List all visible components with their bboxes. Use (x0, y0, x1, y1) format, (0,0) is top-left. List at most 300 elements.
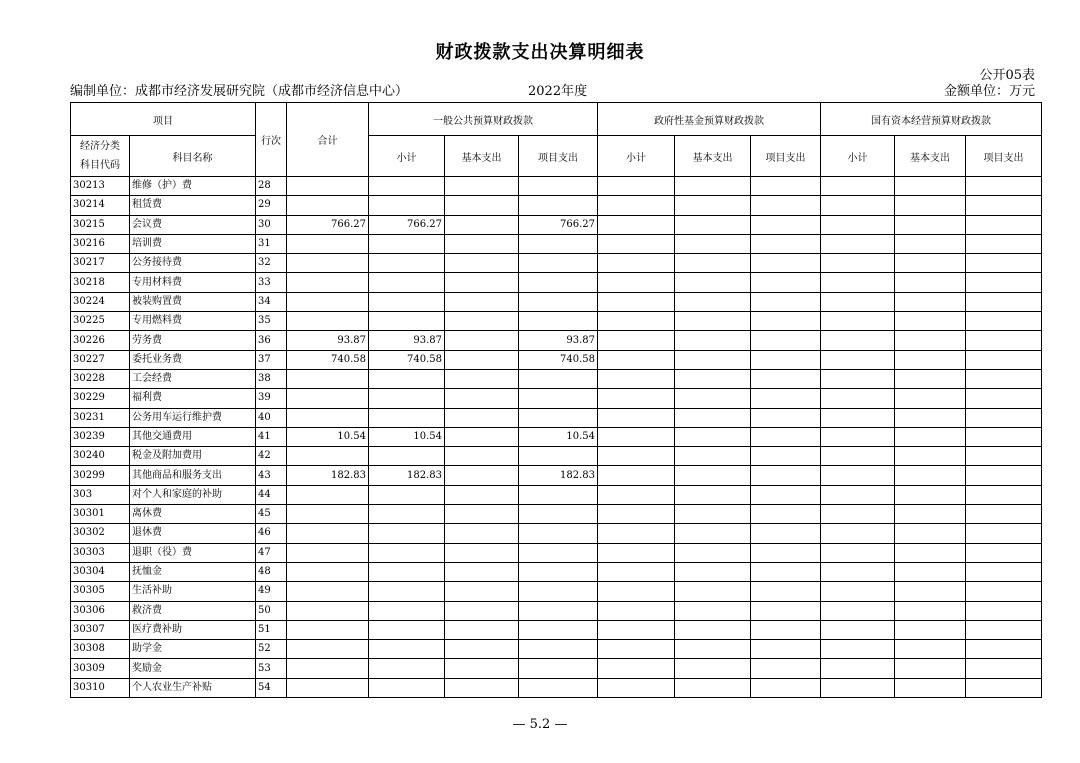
cell-fund-subtotal (598, 369, 675, 388)
cell-general-subtotal (369, 254, 445, 273)
cell-capital-subtotal (821, 427, 895, 446)
cell-capital-project (966, 196, 1042, 215)
table-row (71, 640, 1042, 659)
cell-subject-name: 委托业务费 (130, 350, 256, 369)
header-general-basic: 基本支出 (445, 136, 519, 177)
cell-subject-code: 30307 (71, 620, 130, 639)
cell-general-project (519, 505, 598, 524)
cell-line-no: 40 (256, 408, 287, 427)
cell-capital-basic (895, 273, 966, 292)
cell-fund-project (751, 389, 821, 408)
cell-capital-project (966, 620, 1042, 639)
cell-fund-project (751, 177, 821, 196)
cell-capital-basic (895, 177, 966, 196)
cell-fund-project (751, 350, 821, 369)
cell-subject-name: 助学金 (130, 640, 256, 659)
cell-general-subtotal (369, 312, 445, 331)
cell-capital-project (966, 659, 1042, 678)
header-general-subtotal: 小计 (369, 136, 445, 177)
cell-line-no: 51 (256, 620, 287, 639)
cell-capital-subtotal (821, 562, 895, 581)
cell-fund-project (751, 254, 821, 273)
header-gov-fund: 政府性基金预算财政拨款 (598, 103, 821, 136)
cell-general-subtotal (369, 369, 445, 388)
cell-fund-basic (675, 369, 751, 388)
cell-subject-code: 30310 (71, 678, 130, 697)
cell-general-project (519, 312, 598, 331)
cell-general-basic (445, 254, 519, 273)
cell-capital-subtotal (821, 485, 895, 504)
cell-capital-project (966, 331, 1042, 350)
cell-capital-project (966, 505, 1042, 524)
table-row (71, 331, 1042, 350)
cell-total (287, 389, 369, 408)
cell-general-basic (445, 485, 519, 504)
cell-fund-subtotal (598, 447, 675, 466)
cell-general-subtotal (369, 485, 445, 504)
table-row (71, 369, 1042, 388)
cell-fund-subtotal (598, 659, 675, 678)
header-code (71, 136, 130, 177)
cell-capital-project (966, 369, 1042, 388)
cell-fund-subtotal (598, 640, 675, 659)
cell-capital-subtotal (821, 389, 895, 408)
cell-capital-basic (895, 447, 966, 466)
header-fund-project: 项目支出 (751, 136, 821, 177)
cell-capital-project (966, 543, 1042, 562)
cell-general-basic (445, 524, 519, 543)
cell-subject-code: 30303 (71, 543, 130, 562)
cell-line-no: 33 (256, 273, 287, 292)
header-line-no: 行次 (256, 103, 287, 177)
cell-line-no: 41 (256, 427, 287, 446)
cell-general-project (519, 543, 598, 562)
cell-general-subtotal (369, 292, 445, 311)
cell-capital-subtotal (821, 466, 895, 485)
cell-capital-basic (895, 331, 966, 350)
cell-capital-project (966, 389, 1042, 408)
cell-fund-subtotal (598, 234, 675, 253)
form-code: 公开05表 (979, 68, 1035, 83)
cell-fund-project (751, 466, 821, 485)
cell-line-no: 48 (256, 562, 287, 581)
table-row (71, 620, 1042, 639)
cell-general-project (519, 369, 598, 388)
table-row (71, 447, 1042, 466)
cell-general-project (519, 389, 598, 408)
cell-capital-basic (895, 659, 966, 678)
cell-fund-basic (675, 177, 751, 196)
cell-capital-subtotal (821, 177, 895, 196)
cell-subject-name: 奖励金 (130, 659, 256, 678)
cell-fund-project (751, 601, 821, 620)
cell-fund-subtotal (598, 177, 675, 196)
cell-capital-project (966, 234, 1042, 253)
header-general-project: 项目支出 (519, 136, 598, 177)
header-capital-basic: 基本支出 (895, 136, 966, 177)
cell-subject-code: 30308 (71, 640, 130, 659)
cell-fund-subtotal (598, 466, 675, 485)
cell-subject-name: 劳务费 (130, 331, 256, 350)
header-item: 项目 (71, 103, 256, 136)
table-body (71, 177, 1042, 698)
table-row (71, 215, 1042, 234)
cell-line-no: 35 (256, 312, 287, 331)
cell-general-basic (445, 292, 519, 311)
cell-fund-basic (675, 505, 751, 524)
cell-fund-project (751, 640, 821, 659)
cell-line-no: 44 (256, 485, 287, 504)
cell-subject-code: 30231 (71, 408, 130, 427)
cell-subject-code: 30226 (71, 331, 130, 350)
cell-general-basic (445, 427, 519, 446)
org-name: 编制单位：成都市经济发展研究院（成都市经济信息中心） (70, 84, 409, 99)
cell-fund-basic (675, 254, 751, 273)
cell-capital-subtotal (821, 620, 895, 639)
cell-capital-subtotal (821, 196, 895, 215)
cell-fund-subtotal (598, 427, 675, 446)
cell-fund-project (751, 678, 821, 697)
cell-subject-code: 303 (71, 485, 130, 504)
cell-general-basic (445, 505, 519, 524)
cell-general-project (519, 524, 598, 543)
cell-total (287, 408, 369, 427)
cell-capital-subtotal (821, 408, 895, 427)
cell-capital-subtotal (821, 331, 895, 350)
table-row (71, 678, 1042, 697)
cell-general-project (519, 177, 598, 196)
cell-fund-subtotal (598, 562, 675, 581)
cell-general-project (519, 485, 598, 504)
cell-total (287, 524, 369, 543)
table-row (71, 389, 1042, 408)
cell-fund-subtotal (598, 408, 675, 427)
cell-subject-name: 退职（役）费 (130, 543, 256, 562)
cell-capital-basic (895, 408, 966, 427)
cell-capital-project (966, 640, 1042, 659)
cell-fund-project (751, 292, 821, 311)
cell-line-no: 30 (256, 215, 287, 234)
cell-fund-project (751, 369, 821, 388)
cell-general-subtotal (369, 659, 445, 678)
cell-subject-code: 30225 (71, 312, 130, 331)
cell-general-subtotal: 10.54 (369, 427, 445, 446)
cell-total (287, 601, 369, 620)
cell-general-subtotal (369, 389, 445, 408)
cell-capital-project (966, 273, 1042, 292)
cell-fund-project (751, 485, 821, 504)
cell-capital-subtotal (821, 640, 895, 659)
page-title: 财政拨款支出决算明细表 (435, 42, 645, 63)
cell-line-no: 32 (256, 254, 287, 273)
cell-subject-name: 退休费 (130, 524, 256, 543)
page-number: — 5.2 — (512, 717, 568, 732)
cell-general-basic (445, 312, 519, 331)
cell-total (287, 312, 369, 331)
cell-subject-code: 30227 (71, 350, 130, 369)
cell-total (287, 177, 369, 196)
cell-general-project (519, 678, 598, 697)
cell-fund-basic (675, 640, 751, 659)
cell-capital-project (966, 447, 1042, 466)
cell-subject-name: 培训费 (130, 234, 256, 253)
cell-capital-basic (895, 562, 966, 581)
cell-capital-basic (895, 369, 966, 388)
cell-general-subtotal (369, 408, 445, 427)
cell-line-no: 34 (256, 292, 287, 311)
cell-general-basic (445, 582, 519, 601)
cell-line-no: 39 (256, 389, 287, 408)
cell-total (287, 292, 369, 311)
cell-general-basic (445, 562, 519, 581)
cell-fund-basic (675, 350, 751, 369)
cell-fund-project (751, 427, 821, 446)
cell-subject-name: 专用材料费 (130, 273, 256, 292)
cell-total: 10.54 (287, 427, 369, 446)
cell-general-subtotal (369, 177, 445, 196)
cell-subject-code: 30224 (71, 292, 130, 311)
cell-fund-subtotal (598, 331, 675, 350)
cell-general-basic (445, 678, 519, 697)
cell-capital-subtotal (821, 524, 895, 543)
cell-capital-subtotal (821, 254, 895, 273)
cell-general-project (519, 447, 598, 466)
cell-fund-subtotal (598, 601, 675, 620)
cell-subject-code: 30213 (71, 177, 130, 196)
cell-general-subtotal (369, 601, 445, 620)
cell-fund-basic (675, 447, 751, 466)
cell-capital-project (966, 254, 1042, 273)
cell-total (287, 678, 369, 697)
cell-fund-basic (675, 408, 751, 427)
cell-fund-project (751, 562, 821, 581)
cell-capital-project (966, 350, 1042, 369)
cell-general-project: 766.27 (519, 215, 598, 234)
cell-capital-project (966, 427, 1042, 446)
cell-total (287, 640, 369, 659)
cell-subject-code: 30304 (71, 562, 130, 581)
cell-fund-subtotal (598, 582, 675, 601)
cell-capital-basic (895, 215, 966, 234)
cell-subject-name: 公务用车运行维护费 (130, 408, 256, 427)
cell-general-basic (445, 273, 519, 292)
table-row (71, 466, 1042, 485)
cell-total (287, 620, 369, 639)
cell-capital-basic (895, 254, 966, 273)
cell-capital-basic (895, 350, 966, 369)
cell-capital-basic (895, 312, 966, 331)
cell-general-subtotal (369, 524, 445, 543)
cell-fund-basic (675, 389, 751, 408)
cell-capital-project (966, 408, 1042, 427)
cell-fund-basic (675, 485, 751, 504)
cell-general-project (519, 659, 598, 678)
cell-subject-code: 30228 (71, 369, 130, 388)
cell-fund-project (751, 505, 821, 524)
cell-capital-basic (895, 505, 966, 524)
cell-general-subtotal (369, 273, 445, 292)
cell-line-no: 38 (256, 369, 287, 388)
cell-capital-project (966, 562, 1042, 581)
cell-capital-project (966, 485, 1042, 504)
cell-general-subtotal: 740.58 (369, 350, 445, 369)
cell-general-subtotal (369, 505, 445, 524)
cell-fund-project (751, 582, 821, 601)
cell-subject-name: 专用燃料费 (130, 312, 256, 331)
cell-general-basic (445, 389, 519, 408)
cell-general-project (519, 640, 598, 659)
cell-subject-code: 30218 (71, 273, 130, 292)
table-row (71, 562, 1042, 581)
cell-fund-project (751, 273, 821, 292)
cell-total (287, 196, 369, 215)
cell-subject-name: 租赁费 (130, 196, 256, 215)
cell-subject-name: 维修（护）费 (130, 177, 256, 196)
cell-total (287, 369, 369, 388)
cell-fund-project (751, 447, 821, 466)
cell-total: 182.83 (287, 466, 369, 485)
cell-capital-subtotal (821, 543, 895, 562)
cell-subject-code: 30229 (71, 389, 130, 408)
table-row (71, 408, 1042, 427)
table-row (71, 485, 1042, 504)
cell-fund-project (751, 408, 821, 427)
cell-general-project (519, 582, 598, 601)
table-row (71, 234, 1042, 253)
cell-subject-name: 福利费 (130, 389, 256, 408)
cell-capital-basic (895, 466, 966, 485)
cell-subject-name: 救济费 (130, 601, 256, 620)
cell-line-no: 49 (256, 582, 287, 601)
cell-capital-project (966, 582, 1042, 601)
cell-total: 93.87 (287, 331, 369, 350)
cell-capital-basic (895, 640, 966, 659)
cell-fund-basic (675, 234, 751, 253)
cell-general-subtotal: 93.87 (369, 331, 445, 350)
amount-unit: 金额单位：万元 (943, 84, 1035, 99)
cell-fund-subtotal (598, 350, 675, 369)
cell-general-basic (445, 601, 519, 620)
cell-fund-basic (675, 601, 751, 620)
header-capital-project: 项目支出 (966, 136, 1042, 177)
cell-general-basic (445, 466, 519, 485)
cell-general-subtotal (369, 543, 445, 562)
header-fund-subtotal: 小计 (598, 136, 675, 177)
cell-capital-subtotal (821, 234, 895, 253)
table-row (71, 505, 1042, 524)
cell-line-no: 45 (256, 505, 287, 524)
cell-line-no: 46 (256, 524, 287, 543)
cell-subject-code: 30214 (71, 196, 130, 215)
cell-total (287, 254, 369, 273)
cell-line-no: 54 (256, 678, 287, 697)
cell-capital-subtotal (821, 350, 895, 369)
cell-capital-project (966, 524, 1042, 543)
cell-fund-basic (675, 562, 751, 581)
cell-total (287, 447, 369, 466)
cell-general-project (519, 408, 598, 427)
cell-general-basic (445, 620, 519, 639)
cell-fund-basic (675, 659, 751, 678)
table-header (71, 103, 1042, 177)
cell-capital-basic (895, 485, 966, 504)
cell-line-no: 42 (256, 447, 287, 466)
table-row (71, 292, 1042, 311)
table-row (71, 273, 1042, 292)
cell-capital-subtotal (821, 601, 895, 620)
fiscal-year: 2022年度 (528, 84, 588, 99)
cell-fund-subtotal (598, 485, 675, 504)
cell-capital-basic (895, 601, 966, 620)
cell-capital-basic (895, 427, 966, 446)
cell-general-basic (445, 369, 519, 388)
cell-subject-name: 被装购置费 (130, 292, 256, 311)
cell-general-subtotal (369, 582, 445, 601)
cell-fund-basic (675, 312, 751, 331)
cell-total (287, 234, 369, 253)
cell-subject-code: 30240 (71, 447, 130, 466)
cell-general-subtotal (369, 234, 445, 253)
table-row (71, 659, 1042, 678)
cell-fund-basic (675, 273, 751, 292)
cell-general-project: 740.58 (519, 350, 598, 369)
cell-capital-subtotal (821, 215, 895, 234)
cell-fund-project (751, 543, 821, 562)
cell-subject-name: 离休费 (130, 505, 256, 524)
cell-fund-subtotal (598, 543, 675, 562)
header-state-capital: 国有资本经营预算财政拨款 (821, 103, 1042, 136)
cell-capital-project (966, 292, 1042, 311)
cell-general-subtotal (369, 196, 445, 215)
cell-capital-subtotal (821, 678, 895, 697)
cell-general-subtotal (369, 447, 445, 466)
cell-capital-subtotal (821, 312, 895, 331)
cell-general-basic (445, 659, 519, 678)
cell-capital-subtotal (821, 369, 895, 388)
cell-fund-subtotal (598, 678, 675, 697)
cell-general-basic (445, 196, 519, 215)
cell-general-project: 10.54 (519, 427, 598, 446)
cell-capital-basic (895, 620, 966, 639)
header-econ-class: 经济分类 (80, 141, 120, 152)
cell-fund-basic (675, 678, 751, 697)
table-row (71, 254, 1042, 273)
cell-subject-name: 其他商品和服务支出 (130, 466, 256, 485)
header-total: 合计 (287, 103, 369, 177)
cell-fund-subtotal (598, 292, 675, 311)
cell-fund-project (751, 215, 821, 234)
cell-subject-name: 对个人和家庭的补助 (130, 485, 256, 504)
cell-general-basic (445, 177, 519, 196)
cell-subject-name: 税金及附加费用 (130, 447, 256, 466)
cell-total: 740.58 (287, 350, 369, 369)
table-row (71, 312, 1042, 331)
cell-fund-project (751, 234, 821, 253)
cell-capital-basic (895, 292, 966, 311)
cell-fund-subtotal (598, 273, 675, 292)
cell-capital-project (966, 177, 1042, 196)
header-capital-subtotal: 小计 (821, 136, 895, 177)
cell-capital-basic (895, 389, 966, 408)
header-fund-basic: 基本支出 (675, 136, 751, 177)
unit-info-row (70, 80, 1035, 98)
header-subject-code: 科目代码 (80, 160, 120, 171)
cell-fund-subtotal (598, 505, 675, 524)
cell-fund-subtotal (598, 196, 675, 215)
cell-total (287, 485, 369, 504)
cell-capital-basic (895, 196, 966, 215)
cell-line-no: 36 (256, 331, 287, 350)
